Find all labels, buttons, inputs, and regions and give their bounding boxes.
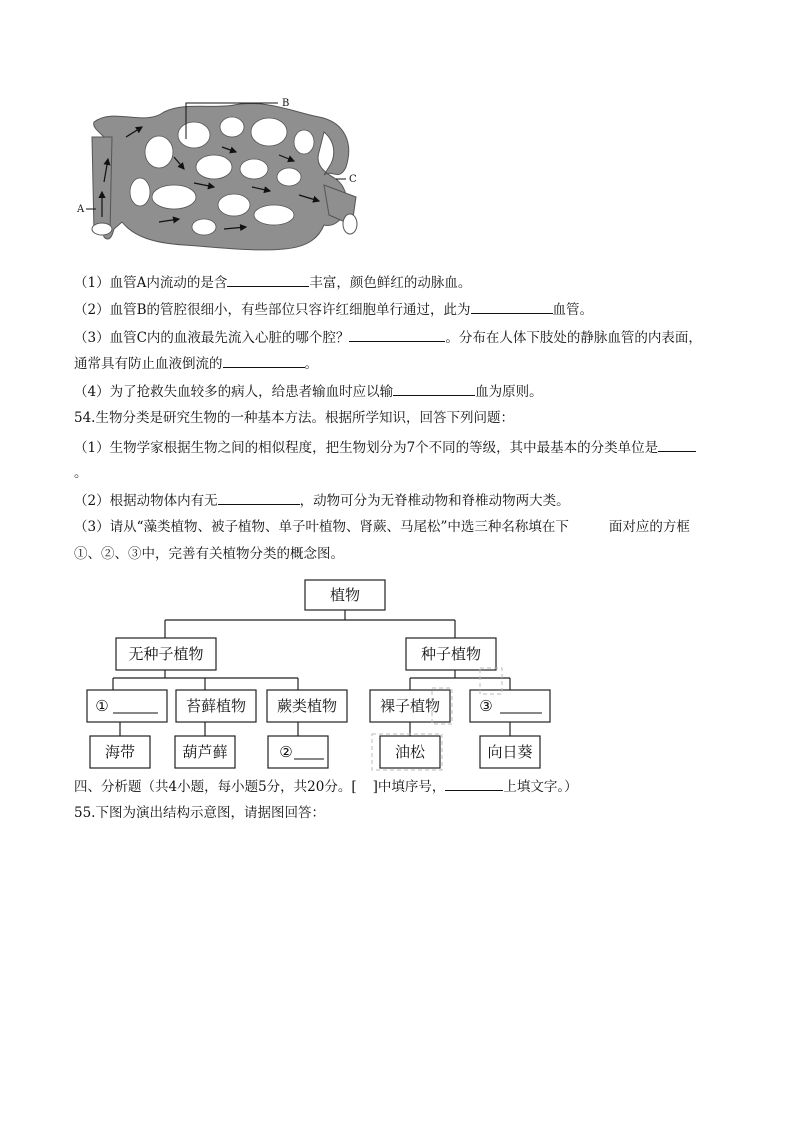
answer-blank [445, 776, 503, 791]
answer-blank[interactable] [658, 437, 696, 452]
q54-line-3b: ①、②、③中，完善有关植物分类的概念图。 [74, 546, 344, 562]
node-root-label: 植物 [329, 586, 361, 604]
node-moss-label: 苔藓植物 [185, 697, 247, 715]
q53-line-3: （3）血管C内的血液最先流入心脏的哪个腔？ 。分布在人体下肢处的静脉血管的内表面， [74, 327, 702, 348]
node-blank-2-label: ② [279, 743, 293, 761]
node-fern-label: 蕨类植物 [276, 697, 338, 715]
node-blank-3-label: ③ [479, 697, 493, 715]
q54-line-2: （2）根据动物体内有无 ，动物可分为无脊椎动物和脊椎动物两大类。 [74, 490, 570, 511]
node-gymnosperm-label: 裸子植物 [379, 697, 441, 715]
q55-title: 55.下图为演出结构示意图，请据图回答： [74, 805, 325, 821]
q54-line-1: （1）生物学家根据生物之间的相似程度，把生物划分为7个不同的等级，其中最基本的分类单位是 [74, 437, 696, 458]
node-huluxian-label: 葫芦藓 [182, 743, 228, 761]
node-kelp-label: 海带 [104, 743, 136, 761]
node-seed-label: 种子植物 [420, 645, 482, 663]
node-seedless-label: 无种子植物 [128, 645, 204, 663]
label-b: B [282, 98, 290, 109]
node-sunflower-label: 向日葵 [487, 743, 533, 761]
node-blank-2[interactable] [268, 736, 328, 768]
answer-blank[interactable] [349, 327, 445, 342]
label-c: C [349, 174, 357, 185]
answer-blank[interactable] [223, 353, 305, 368]
q54-line-3: （3）请从“藻类植物、被子植物、单子叶植物、肾蕨、马尾松”中选三种名称填在下 面对应的方框 [74, 519, 690, 535]
plant-classification-diagram [80, 578, 560, 778]
q53-line-3b: 通常具有防止血液倒流的 。 [74, 353, 318, 374]
answer-blank[interactable] [471, 299, 553, 314]
q53-line-2: （2）血管B的管腔很细小，有些部位只容许红细胞单行通过，此为 血管。 [74, 299, 593, 320]
answer-blank[interactable] [227, 272, 309, 287]
blood-vessel-diagram [74, 97, 374, 257]
q54-title: 54.生物分类是研究生物的一种基本方法。根据所学知识，回答下列问题： [74, 410, 514, 426]
section-4-heading: 四、分析题（共4小题，每小题5分，共20分。[ ]中填序号， 上填文字。） [74, 776, 578, 797]
q53-line-4: （4）为了抢救失血较多的病人，给患者输血时应以输 血为原则。 [74, 381, 543, 402]
q54-line-1b: 。 [74, 465, 88, 481]
label-a: A [77, 204, 85, 215]
answer-blank[interactable] [393, 381, 475, 396]
node-blank-1-label: ① [95, 697, 109, 715]
q53-line-1: （1）血管A内流动的是含 丰富，颜色鲜红的动脉血。 [74, 272, 471, 293]
answer-blank[interactable] [218, 490, 300, 505]
node-pine-label: 油松 [394, 743, 426, 761]
